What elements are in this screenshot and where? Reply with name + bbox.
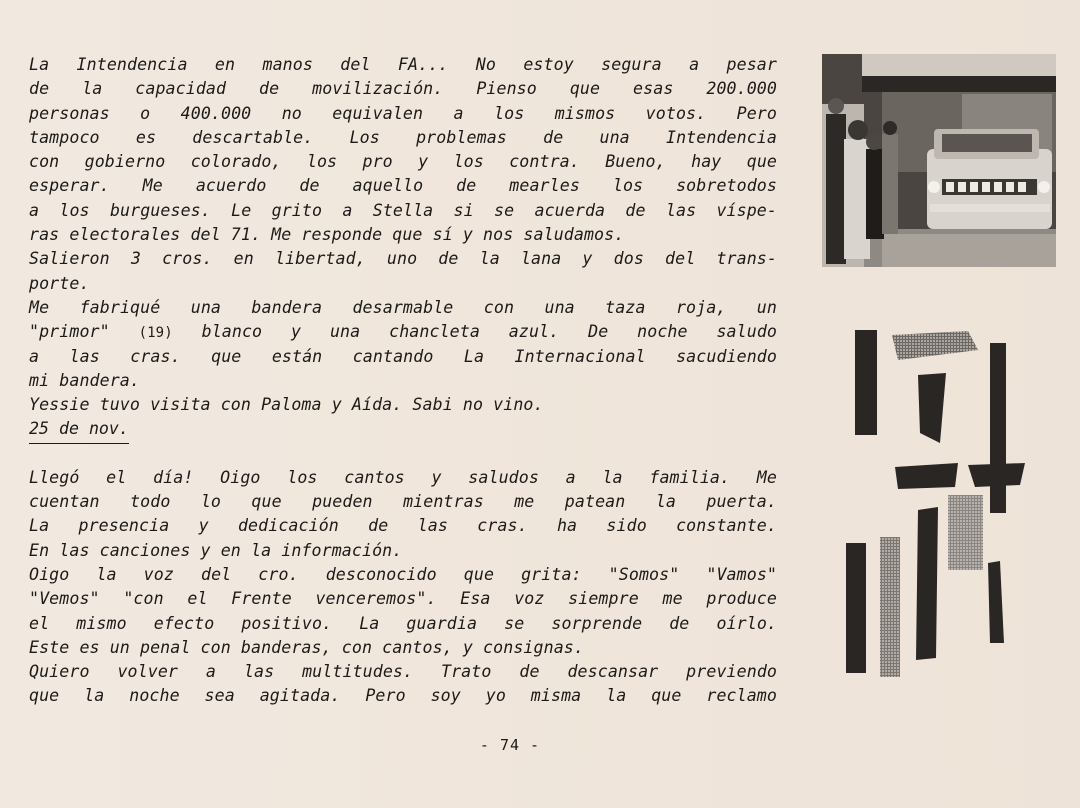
text-line: Yessie tuvo visita con Paloma y Aída. Sabi no vino. [29, 395, 544, 415]
page-number: - 74 - [479, 736, 541, 754]
text-line: el mismo efecto positivo. La guardia se sorprende de oírlo. [29, 613, 777, 633]
text-line: de la capacidad de movilización. Pienso que esas 200.000 [29, 79, 777, 99]
text-line: a las cras. que están cantando La Internacional sacudiendo [29, 346, 777, 366]
text-line: La Intendencia en manos del FA... No estoy segura a pesar [29, 55, 777, 74]
date-heading: 25 de nov. [29, 417, 129, 443]
text-line: tampoco es descartable. Los problemas de una Intendencia [29, 127, 777, 147]
text-line: Salieron 3 cros. en libertad, uno de la lana y dos del trans- [29, 249, 777, 269]
text-line: Oigo la voz del cro. desconocido que grita: "Somos" "Vamos" [29, 564, 777, 584]
text-line: En las canciones y en la información. [29, 540, 403, 560]
text-line: mi bandera. [29, 370, 140, 390]
collage-cross-illustration [840, 325, 1030, 685]
text-line: Quiero volver a las multitudes. Trato de descansar previendo [29, 662, 777, 682]
text-line: personas o 400.000 no equivalen a los mismos votos. Pero [29, 103, 777, 123]
street-photo-truck [822, 54, 1056, 267]
text-line: Llegó el día! Oigo los cantos y saludos a la familia. Me [29, 467, 777, 487]
text-line: Me fabriqué una bandera desarmable con una taza roja, un [29, 297, 777, 317]
text-line: con gobierno colorado, los pro y los contra. Bueno, hay que [29, 152, 777, 172]
footnote-reference: (19) [138, 325, 173, 342]
text-line: esperar. Me acuerdo de aquello de mearles los sobretodos [29, 176, 777, 196]
text-line: que la noche sea agitada. Pero soy yo misma la que reclamo [29, 686, 777, 706]
text-line: cuentan todo lo que pueden mientras me patean la puerta. [29, 492, 777, 512]
section-gap [29, 444, 777, 466]
text-line: ras electorales del 71. Me responde que sí y nos saludamos. [29, 225, 625, 245]
primor-word: "primor" [29, 322, 110, 342]
body-text [29, 53, 777, 709]
text-line-with-footnote [29, 320, 777, 344]
text-line: a los burgueses. Le grito a Stella si se acuerda de las víspe- [29, 200, 777, 220]
text-line: "Vemos" "con el Frente venceremos". Esa voz siempre me produce [29, 589, 777, 609]
text-line: La presencia y dedicación de las cras. ha sido constante. [29, 516, 777, 536]
text-line: Este es un penal con banderas, con cantos, y consignas. [29, 637, 584, 657]
text-line: porte. [29, 273, 90, 293]
line-remainder: blanco y una chancleta azul. De noche saludo [201, 322, 778, 342]
